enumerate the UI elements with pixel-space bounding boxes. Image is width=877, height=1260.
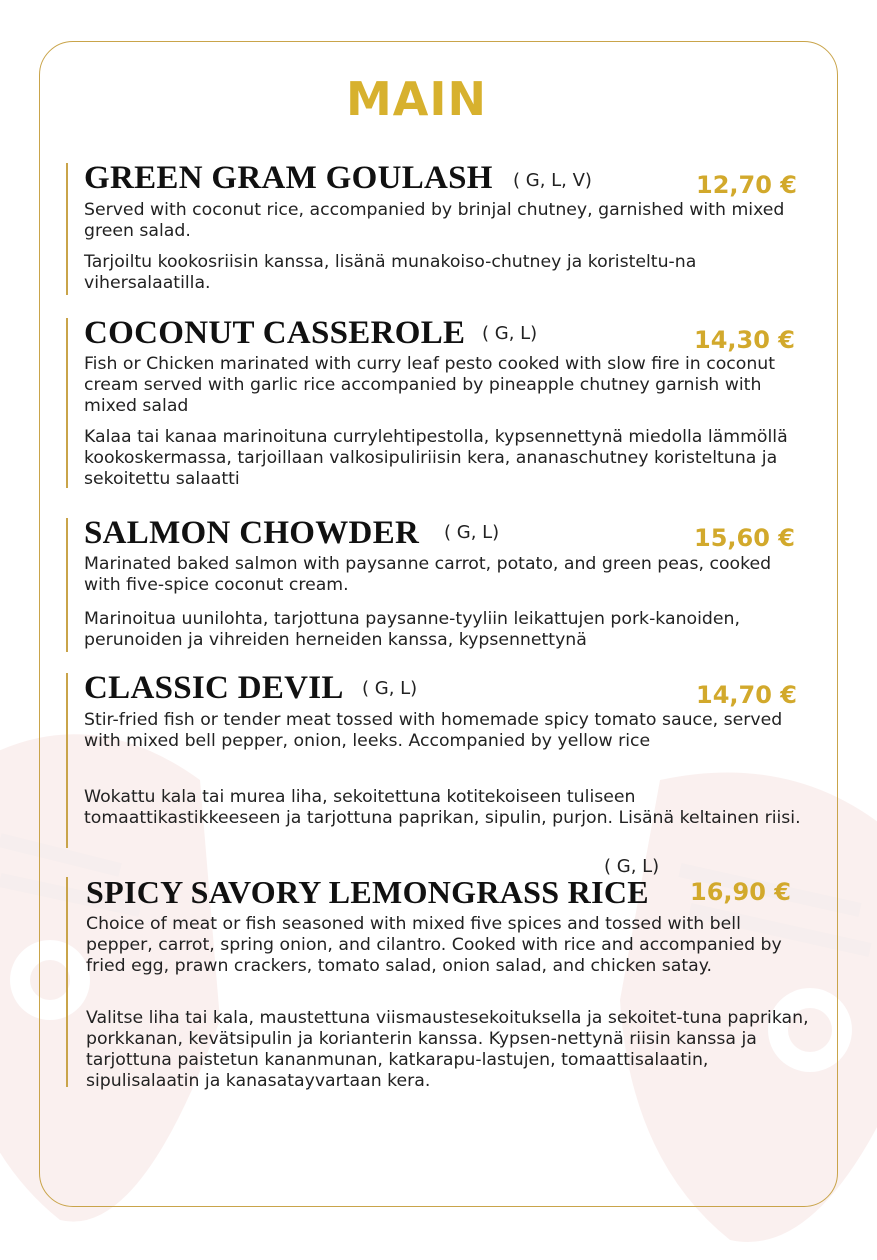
menu-item xyxy=(66,160,806,295)
dish-price: 15,60 € xyxy=(694,524,795,552)
menu-title: MAIN xyxy=(346,72,487,126)
dish-price: 12,70 € xyxy=(696,171,797,199)
menu-item xyxy=(66,856,809,1091)
dish-name: GREEN GRAM GOULASH xyxy=(84,160,493,196)
accent-bar xyxy=(66,518,68,652)
dish-name: SALMON CHOWDER xyxy=(84,515,420,551)
accent-bar xyxy=(66,673,68,848)
menu-item xyxy=(66,670,806,848)
dish-price: 16,90 € xyxy=(690,878,791,906)
description-fi: Valitse liha tai kala, maustettuna viismaustesekoituksella ja sekoitet-tuna paprikan, porkkanan, kevätsipulin ja korianterin kanssa. Kypsen-nettynä riisin kanssa ja tarjottuna paistetun kananmunan, katkarapu-lastujen, tomaattisalaatin, sipulisalaatin ja kanasatayvartaan kera. xyxy=(86,1008,809,1091)
description-en: Marinated baked salmon with paysanne carrot, potato, and green peas, cooked with five-spice coconut cream. xyxy=(84,554,772,595)
dish-price: 14,70 € xyxy=(696,681,797,709)
dish-name: CLASSIC DEVIL xyxy=(84,670,344,706)
dish-name: COCONUT CASSEROLE xyxy=(84,315,466,351)
diet-tags: ( G, L, V) xyxy=(513,170,592,191)
menu-item xyxy=(66,515,806,652)
description-fi: Wokattu kala tai murea liha, sekoitettuna kotitekoiseen tuliseen tomaattikastikkeeseen ja tarjottuna paprikan, sipulin, purjon. Lisänä keltainen riisi. xyxy=(84,787,801,828)
dish-price: 14,30 € xyxy=(694,326,795,354)
menu-item xyxy=(66,315,806,489)
description-en: Served with coconut rice, accompanied by brinjal chutney, garnished with mixed green salad. xyxy=(84,200,785,241)
accent-bar xyxy=(66,163,68,295)
accent-bar xyxy=(66,318,68,488)
description-en: Choice of meat or fish seasoned with mixed five spices and tossed with bell pepper, carrot, spring onion, and cilantro. Cooked with rice and accompanied by fried egg, prawn crackers, tomato salad, onion salad, and chicken satay. xyxy=(86,914,782,976)
accent-bar xyxy=(66,877,68,1087)
description-fi: Marinoitua uunilohta, tarjottuna paysanne-tyyliin leikattujen pork-kanoiden, perunoiden ja vihreiden herneiden kanssa, kypsennettynä xyxy=(84,609,740,650)
description-en: Fish or Chicken marinated with curry leaf pesto cooked with slow fire in coconut cream served with garlic rice accompanied by pineapple chutney garnish with mixed salad xyxy=(84,354,776,416)
description-fi: Tarjoiltu kookosriisin kanssa, lisänä munakoiso-chutney ja koristeltu-na vihersalaatilla. xyxy=(84,252,697,293)
description-en: Stir-fried fish or tender meat tossed with homemade spicy tomato sauce, served with mixed bell pepper, onion, leeks. Accompanied by yellow rice xyxy=(84,710,783,751)
diet-tags: ( G, L) xyxy=(362,678,418,699)
description-fi: Kalaa tai kanaa marinoituna currylehtipestolla, kypsennettynä miedolla lämmöllä kookoskermassa, tarjoillaan valkosipuliriisin kera, ananaschutney koristeltuna ja sekoitettu salaatti xyxy=(84,427,788,489)
dish-name: SPICY SAVORY LEMONGRASS RICE xyxy=(86,874,649,910)
diet-tags: ( G, L) xyxy=(604,856,660,877)
diet-tags: ( G, L) xyxy=(482,323,538,344)
diet-tags: ( G, L) xyxy=(444,522,500,543)
